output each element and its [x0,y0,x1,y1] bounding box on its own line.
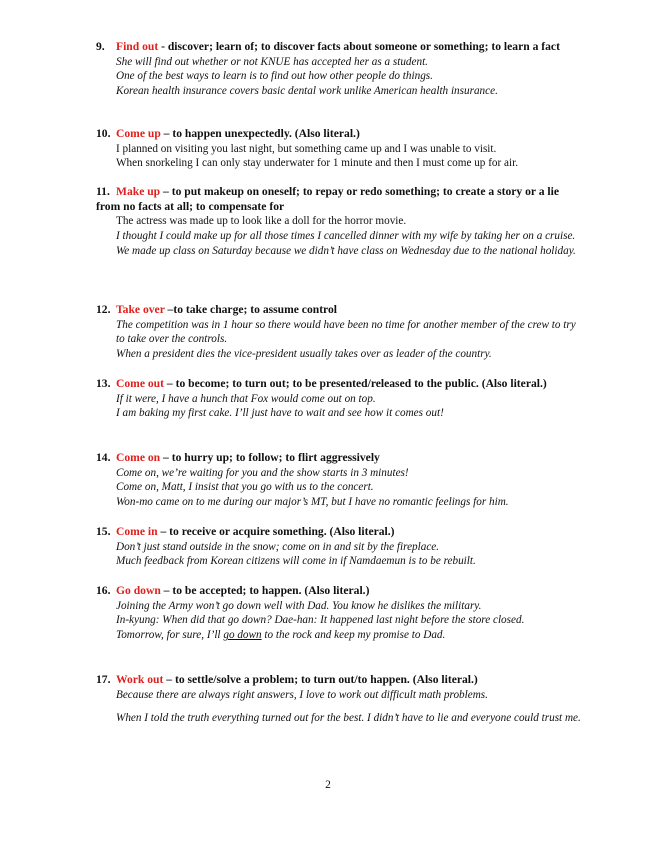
example-sentence: Don’t just stand outside in the snow; come on in and sit by the fireplace. [116,540,440,553]
definition: – to become; to turn out; to be presented/released to the public. (Also literal.) [163,377,547,390]
definition: – to happen unexpectedly. (Also literal.) [160,127,360,140]
example-sentence: Because there are always right answers, I love to work out difficult math problems. [116,688,488,701]
example-sentence: Come on, Matt, I insist that you go with us to the concert. [116,481,374,494]
definition: – to be accepted; to happen. (Also literal.) [160,584,370,597]
example-sentence [116,628,586,643]
definition: – to put makeup on oneself; to repay or redo something; to create a story or a lie from no facts at all; to compensate for [96,185,560,213]
entry-heading [96,127,586,142]
entry-heading [96,40,586,55]
example-sentence: Joining the Army won’t go down well with Dad. You know he dislikes the military. [116,599,482,612]
example-sentence: When snorkeling I can only stay underwater for 1 minute and then I must come up for air. [116,157,519,170]
entry-work-out [96,673,586,728]
example-sentence: Much feedback from Korean citizens will come in if Namdaemun is to be rebuilt. [116,555,476,568]
example-sentence: I thought I could make up for all those times I cancelled dinner with my wife by taking her on a cruise. [116,229,576,242]
phrasal-verb: Work out [116,673,164,686]
entry-heading [96,673,586,688]
page-number: 2 [325,779,331,791]
definition: – to receive or acquire something. (Also literal.) [157,525,395,538]
example-sentence: I planned on visiting you last night, but something came up and I was unable to visit. [116,142,497,155]
entry-number: 14. [96,451,111,464]
example-sentence: One of the best ways to learn is to find out how other people do things. [116,70,433,83]
entry-heading [96,185,586,214]
definition: – to hurry up; to follow; to flirt aggressively [160,451,380,464]
definition: - discover; learn of; to discover facts about someone or something; to learn a fact [158,40,560,53]
entry-number: 17. [96,673,111,686]
entry-number: 9. [96,40,105,53]
entry-heading [96,525,586,540]
entry-heading [96,303,586,318]
entry-find-out [96,40,586,99]
example-sentence: Korean health insurance covers basic dental work unlike American health insurance. [116,85,498,98]
entry-go-down [96,584,586,643]
example-sentence: If it were, I have a hunch that Fox would come out on top. [116,392,376,405]
example-text: Tomorrow, for sure, I’ll [116,629,224,642]
definition: – to settle/solve a problem; to turn out/to happen. (Also literal.) [163,673,478,686]
entry-heading [96,377,586,392]
example-sentence: She will find out whether or not KNUE has accepted her as a student. [116,55,428,68]
phrasal-verb: Go down [116,584,161,597]
example-sentence: When I told the truth everything turned out for the best. I didn’t have to lie and everyone could trust me. [116,712,581,725]
entry-number: 11. [96,185,110,198]
entry-come-up [96,127,586,171]
example-text: to the rock and keep my promise to Dad. [261,629,446,642]
example-sentence: Come on, we’re waiting for you and the show starts in 3 minutes! [116,466,409,479]
example-sentence: In-kyung: When did that go down? Dae-han: It happened last night before the store closed. [116,614,525,627]
entry-come-out [96,377,586,421]
entry-heading [96,451,586,466]
entry-come-on [96,451,586,510]
example-sentence: We made up class on Saturday because we didn’t have class on Wednesday due to the national holiday. [116,244,576,257]
example-sentence: When a president dies the vice-president usually takes over as leader of the country. [116,348,492,361]
entry-take-over [96,303,586,362]
phrasal-verb: Make up [116,185,161,198]
definition: –to take charge; to assume control [164,303,338,316]
phrasal-verb: Come up [116,127,161,140]
example-sentence: Won-mo came on to me during our major’s MT, but I have no romantic feelings for him. [116,496,509,509]
phrasal-verb: Find out [116,40,159,53]
entry-make-up [96,185,586,259]
entry-number: 15. [96,525,111,538]
phrasal-verb: Come out [116,377,164,390]
example-sentence: The competition was in 1 hour so there would have been no time for another member of the crew to try to take over the controls. [116,318,576,346]
phrasal-verb: Take over [116,303,165,316]
example-sentence: The actress was made up to look like a doll for the horror movie. [116,215,407,228]
example-sentence: I am baking my first cake. I’ll just have to wait and see how it comes out! [116,407,444,420]
entry-heading [96,584,586,599]
entry-number: 10. [96,127,111,140]
entry-number: 13. [96,377,111,390]
entry-come-in [96,525,586,569]
phrasal-verb: Come in [116,525,158,538]
underlined-phrase: go down [223,629,262,642]
entry-number: 16. [96,584,111,597]
entry-number: 12. [96,303,111,316]
phrasal-verb: Come on [116,451,161,464]
